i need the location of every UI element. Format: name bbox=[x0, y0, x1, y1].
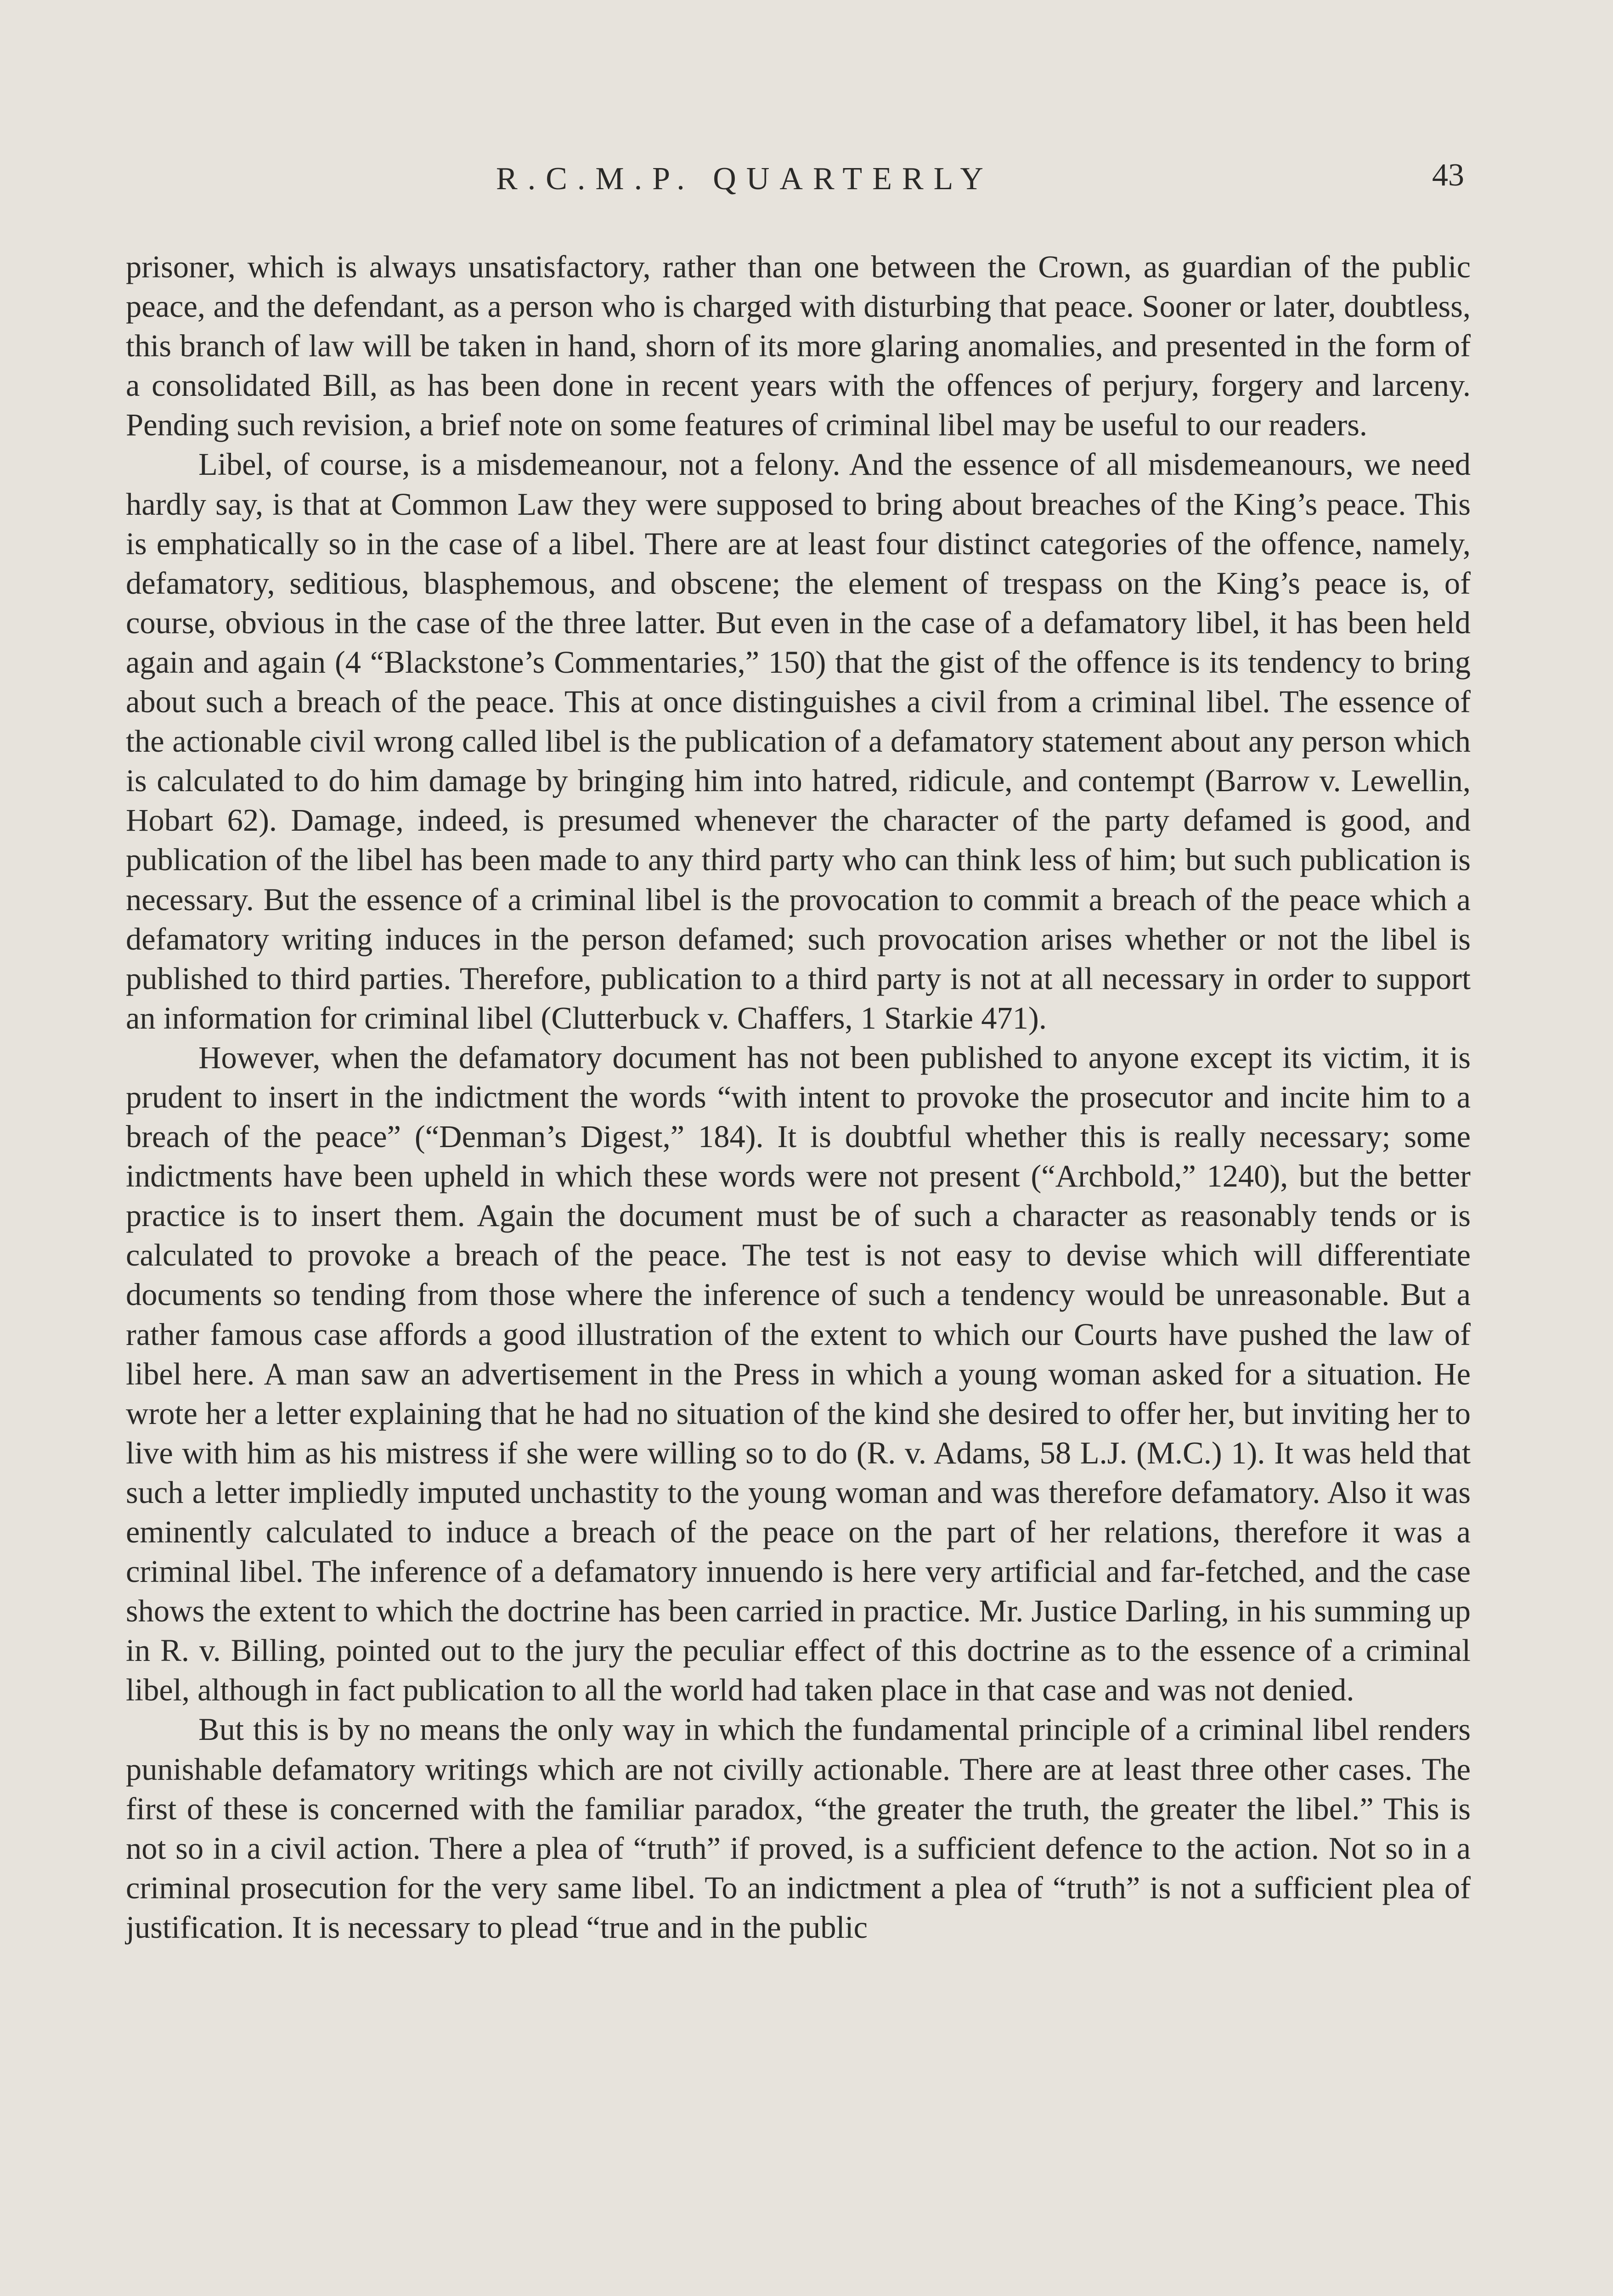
paragraph-truth-plea: But this is by no means the only way in which the fundamental principle of a criminal libel renders punishable defamatory writings which are not civilly actionable. There are at least three other cases. The first of these is concerned with the familiar paradox, “the greater the truth, the greater the libel.” This is not so in a civil action. There a plea of “truth” if proved, is a sufficient defence to the action. Not so in a criminal prosecution for the very same libel. To an indictment a plea of “truth” is not a sufficient plea of justification. It is necessary to plead “true and in the public bbox=[126, 1712, 1471, 1945]
page-number: 43 bbox=[1432, 158, 1464, 193]
article-body bbox=[126, 247, 1471, 1947]
journal-title: R.C.M.P. QUARTERLY bbox=[496, 161, 993, 197]
paragraph-libel-misdemeanour: Libel, of course, is a misdemeanour, not a felony. And the essence of all misdemeanours, we need hardly say, is that at Common Law they were supposed to bring about breaches of the King’s peace. This is emphatically so in the case of a libel. There are at least four distinct categories of the offence, namely, defamatory, seditious, blasphemous, and obscene; the element of trespass on the King’s peace is, of course, obvious in the case of the three latter. But even in the case of a defamatory libel, it has been held again and again (4 “Blackstone’s Commentaries,” 150) that the gist of the offence is its tendency to bring about such a breach of the peace. This at once distinguishes a civil from a criminal libel. The essence of the actionable civil wrong called libel is the publication of a defamatory statement about any person which is calculated to do him damage by bringing him into hatred, ridicule, and contempt (Barrow v. Lewellin, Hobart 62). Damage, indeed, is presumed whenever the character of the party defamed is good, and publication of the libel has been made to any third party who can think less of him; but such publication is necessary. But the essence of a criminal libel is the provocation to commit a breach of the peace which a defamatory writing induces in the person defamed; such provocation arises whether or not the libel is published to third parties. Therefore, publication to a third party is not at all necessary in order to support an information for criminal libel (Clutterbuck v. Chaffers, 1 Starkie 471). bbox=[126, 447, 1471, 1035]
paragraph-defamatory-document: However, when the defamatory document has not been published to anyone except its victim, it is prudent to insert in the indictment the words “with intent to provoke the prosecutor and incite him to a breach of the peace” (“Denman’s Digest,” 184). It is doubtful whether this is really necessary; some indictments have been upheld in which these words were not present (“Archbold,” 1240), but the better practice is to insert them. Again the document must be of such a character as reasonably tends or is calculated to provoke a breach of the peace. The test is not easy to devise which will differentiate documents so tending from those where the inference of such a tendency would be unreasonable. But a rather famous case affords a good illustration of the extent to which our Courts have pushed the law of libel here. A man saw an advertisement in the Press in which a young woman asked for a situation. He wrote her a letter explaining that he had no situation of the kind she desired to offer her, but inviting her to live with him as his mistress if she were willing so to do (R. v. Adams, 58 L.J. (M.C.) 1). It was held that such a letter impliedly imputed unchastity to the young woman and was therefore defamatory. Also it was eminently calculated to induce a breach of the peace on the part of her relations, therefore it was a criminal libel. The inference of a defamatory innuendo is here very artificial and far-fetched, and the case shows the extent to which the doctrine has been carried in practice. Mr. Justice Darling, in his summing up in R. v. Billing, pointed out to the jury the peculiar effect of this doctrine as to the essence of a criminal libel, although in fact publication to all the world had taken place in that case and was not denied. bbox=[126, 1040, 1471, 1708]
paragraph-continued: prisoner, which is always unsatisfactory, rather than one between the Crown, as guardian of the public peace, and the defendant, as a person who is charged with disturbing that peace. Sooner or later, doubtless, this branch of law will be taken in hand, shorn of its more glaring anomalies, and presented in the form of a consolidated Bill, as has been done in recent years with the offences of perjury, forgery and larceny. Pending such revision, a brief note on some features of criminal libel may be useful to our readers. bbox=[126, 249, 1471, 443]
running-head bbox=[0, 156, 1613, 202]
